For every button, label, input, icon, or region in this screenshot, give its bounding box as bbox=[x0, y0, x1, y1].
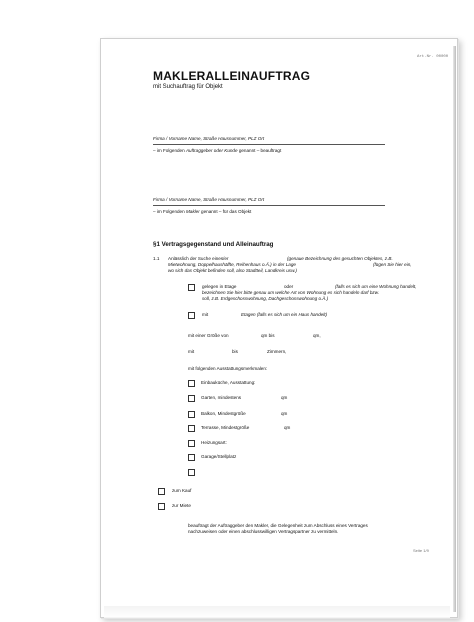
buy-label: zum Kauf bbox=[172, 488, 192, 493]
checkbox-feature[interactable] bbox=[188, 469, 195, 476]
opt2-a: mit bbox=[202, 312, 209, 317]
opt1-c: (falls es sich um eine Wohnung handelt, bbox=[335, 284, 417, 289]
feature-label: Heizungsart: bbox=[201, 440, 227, 445]
features-label: mit folgenden Ausstattungsmerkmalen: bbox=[188, 366, 268, 371]
feature-label: Einbauküche, Ausstattung: bbox=[201, 380, 256, 385]
checkbox-feature[interactable] bbox=[188, 454, 195, 461]
closing-line2: nachzuweisen oder einen abschlusswilligen Vertragspartner zu vermitteln. bbox=[188, 529, 339, 534]
page-number: Seite 1/9 bbox=[413, 548, 429, 553]
feature-label: Balkon, Mindestgröße bbox=[201, 411, 246, 416]
feature-label: Garage/Stellplatz bbox=[201, 454, 237, 459]
clause-line2b: (fügen Sie hier ein, bbox=[373, 262, 412, 267]
page-reflection bbox=[104, 606, 450, 618]
opt1-a: gelegen in Etage bbox=[202, 284, 237, 289]
opt2-b: Etagen (falls es sich um ein Haus handelt) bbox=[241, 312, 328, 317]
party2-placeholder: Firma / Vorname Name, Straße Hausnummer, PLZ Ort bbox=[153, 197, 265, 202]
checkbox-floor[interactable] bbox=[188, 284, 195, 291]
feature-label: Terrasse, Mindestgröße bbox=[201, 425, 250, 430]
rooms-c: Zimmern, bbox=[267, 349, 287, 354]
rooms-b: bis bbox=[232, 349, 238, 354]
size-c: qm, bbox=[313, 333, 321, 338]
feature-unit: qm bbox=[281, 411, 288, 416]
size-b: qm bis bbox=[261, 333, 275, 338]
checkbox-feature[interactable] bbox=[188, 440, 195, 447]
article-number: Art.Nr. 00000 bbox=[417, 55, 449, 59]
checkbox-feature[interactable] bbox=[188, 411, 195, 418]
party2-underline bbox=[153, 205, 385, 206]
clause-line1b: (genaue Bezeichnung des gesuchten Objektes, z.B. bbox=[287, 256, 393, 261]
feature-unit: qm bbox=[284, 425, 291, 430]
checkbox-rent[interactable] bbox=[158, 503, 165, 510]
opt1-line3: soll, z.B. Erdgeschosswohnung, Dachgeschosswohnung o.Ä.) bbox=[202, 296, 329, 301]
size-a: mit einer Größe von bbox=[188, 333, 229, 338]
checkbox-feature[interactable] bbox=[188, 380, 195, 387]
closing-line1: beauftragt der Auftraggeber den Makler, die Gelegenheit zum Abschluss eines Vertrages bbox=[188, 523, 368, 528]
document-title: MAKLERALLEINAUFTRAG bbox=[153, 69, 311, 83]
clause-number: 1.1 bbox=[153, 256, 160, 261]
checkbox-buy[interactable] bbox=[158, 488, 165, 495]
document-page bbox=[100, 38, 458, 618]
opt1-line2: bezeichnen Sie hier bitte genau um welche Art von Wohnung es sich handeln darf bzw. bbox=[202, 290, 380, 295]
checkbox-feature[interactable] bbox=[188, 395, 195, 402]
checkbox-feature[interactable] bbox=[188, 425, 195, 432]
feature-unit: qm bbox=[281, 395, 288, 400]
party1-role-line: – im Folgenden Auftraggeber oder Kunde genannt – beauftragt bbox=[153, 148, 282, 153]
party1-placeholder: Firma / Vorname Name, Straße Hausnummer, PLZ Ort bbox=[153, 136, 265, 141]
rent-label: zur Miete bbox=[172, 503, 191, 508]
clause-line2a: Mietwohnung, Doppelhaushälfte, Reihenhaus o.Ä.) in der Lage bbox=[168, 262, 296, 267]
page-stack-edge bbox=[453, 46, 456, 612]
document-subtitle: mit Suchauftrag für Objekt bbox=[153, 84, 223, 90]
rooms-a: mit bbox=[188, 349, 195, 354]
party2-role-line: – im Folgenden Makler genannt – für das Objekt bbox=[153, 209, 252, 214]
opt1-b: oder bbox=[284, 284, 294, 289]
clause-line1a: Anlässlich der Suche eines/er bbox=[168, 256, 229, 261]
clause-line3: wo sich das Objekt befinden soll, also Stadtteil, Landkreis usw.) bbox=[168, 268, 297, 273]
party1-underline bbox=[153, 144, 385, 145]
feature-label: Garten, mindestens bbox=[201, 395, 242, 400]
checkbox-floors-house[interactable] bbox=[188, 312, 195, 319]
section1-heading: §1 Vertragsgegenstand und Alleinauftrag bbox=[153, 241, 274, 248]
